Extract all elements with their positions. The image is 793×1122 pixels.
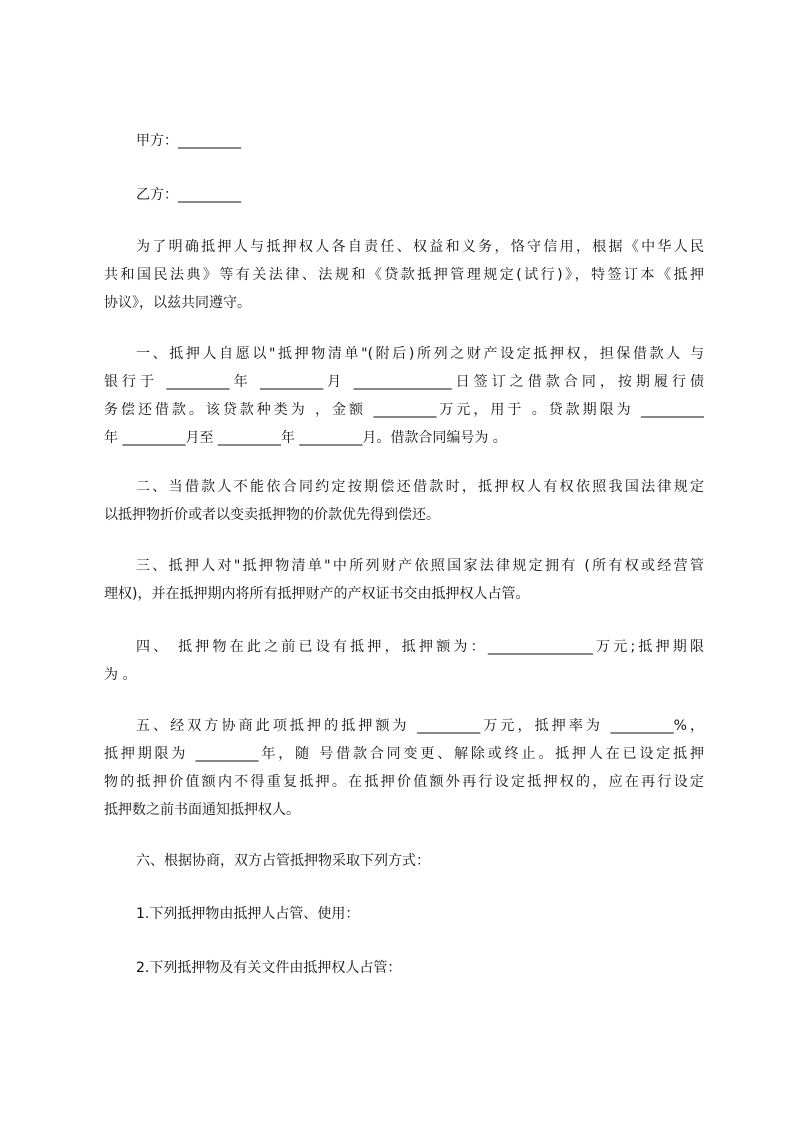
- clause-1-line-3: 务偿还借款。该贷款种类为 ，金额 _________万元，用于 。贷款期限为 _________: [104, 402, 704, 418]
- party-a-line: [104, 127, 704, 155]
- item-1-line: [104, 900, 704, 928]
- clause-5-line-4: 抵押数之前书面通知抵押权人。: [104, 802, 300, 818]
- clause-2-line-1: 二、当借款人不能依合同约定按期偿还借款时，抵押权人有权依照我国法律规定: [136, 479, 704, 495]
- clause-6-line: [104, 847, 704, 875]
- clause-3-paragraph: [104, 552, 704, 608]
- item-2-line: [104, 954, 704, 982]
- item-1-text: 1.下列抵押物由抵押人占管、使用：: [136, 906, 360, 922]
- clause-5-paragraph: [104, 712, 704, 824]
- clause-3-line-1: 三、抵押人对"抵押物清单"中所列财产依照国家法律规定拥有 (所有权或经营管: [136, 558, 704, 574]
- clause-2-line-2: 以抵押物折价或者以变卖抵押物的价款优先得到偿还。: [104, 507, 440, 523]
- clause-3-line-2: 理权)，并在抵押期内将所有抵押财产的产权证书交由抵押权人占管。: [104, 586, 530, 602]
- preamble-line-3: 协议》，以兹共同遵守。: [104, 295, 251, 311]
- party-b-line: [104, 181, 704, 209]
- clause-1-line-1: 一、抵押人自愿以"抵押物清单"(附后)所列之财产设定抵押权，担保借款人 与: [136, 346, 704, 362]
- clause-1-line-2: 银行于 _________年 _________月 ______________日签订之借款合同，按期履行债: [104, 374, 704, 390]
- preamble-paragraph: [104, 233, 704, 317]
- preamble-line-1: 为了明确抵押人与抵押权人各自责任、权益和义务，恪守信用，根据《中华人民: [136, 239, 704, 255]
- preamble-line-2: 共和国民法典》等有关法律、法规和《贷款抵押管理规定(试行)》，特签订本《抵押: [104, 267, 704, 283]
- clause-5-line-2: 抵押期限为 _________年，随 号借款合同变更、解除或终止。抵押人在已设定抵押: [104, 746, 704, 762]
- item-2-text: 2.下列抵押物及有关文件由抵押权人占管：: [136, 960, 402, 976]
- party-a-text: 甲方：_________: [136, 133, 241, 149]
- party-b-text: 乙方：_________: [136, 187, 241, 203]
- clause-4-line-1: 四、 抵押物在此之前已设有抵押，抵押额为：_______________万元;抵押期限: [136, 639, 704, 655]
- clause-5-line-3: 物的抵押价值额内不得重复抵押。在抵押价值额外再行设定抵押权的，应在再行设定: [104, 774, 704, 790]
- clause-2-paragraph: [104, 473, 704, 529]
- clause-1-paragraph: [104, 340, 704, 452]
- clause-5-line-1: 五、经双方协商此项抵押的抵押额为 _________万元，抵押率为 _________%，: [136, 718, 704, 734]
- clause-4-line-2: 为 。: [104, 667, 137, 683]
- clause-1-line-4: 年 _________月至 _________年 _________月。借款合同编号为 。: [104, 430, 507, 446]
- clause-4-paragraph: [104, 633, 704, 689]
- clause-6-text: 六、根据协商，双方占管抵押物采取下列方式：: [136, 853, 430, 869]
